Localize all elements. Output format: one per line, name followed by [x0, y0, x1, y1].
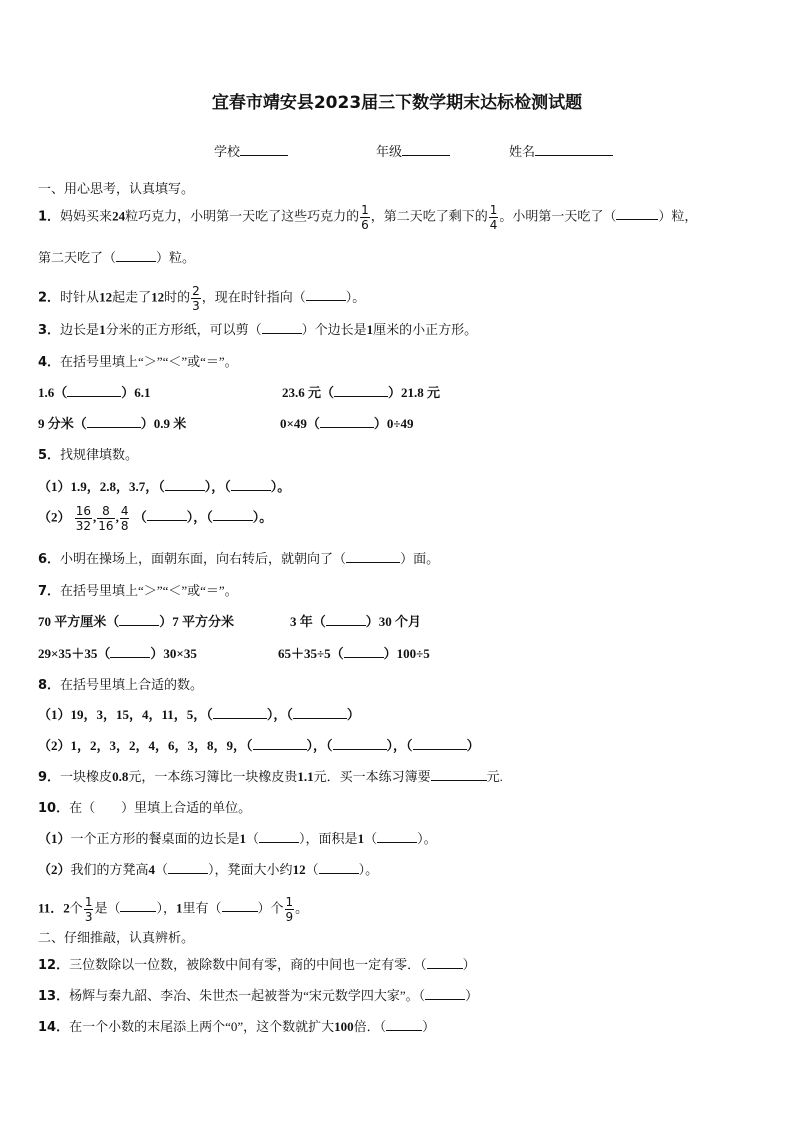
question-number: 10． [38, 801, 70, 816]
q6-text: ）面。 [400, 551, 440, 566]
section-1-heading: 一、用心思考，认真填写。 [38, 181, 195, 196]
q9-text: 元，一本练习簿比一块橡皮贵 [128, 769, 298, 784]
q12-text: ） [462, 957, 476, 972]
answer-blank[interactable] [262, 322, 302, 334]
question-2 [38, 284, 365, 313]
question-6 [38, 550, 439, 569]
q9-number: 1.1 [297, 769, 314, 784]
q9-number: 0.8 [112, 769, 129, 784]
q6-text: 小明在操场上，面朝东面，向右转后，就朝向了（ [60, 551, 347, 566]
answer-blank[interactable] [120, 900, 156, 912]
q10-sub2: （2）我们的方凳高4（ ），凳面大小约12（ ）。 [38, 862, 379, 877]
q4-row2-right: 0×49（ ）0÷49 [280, 416, 414, 431]
grade-field[interactable] [376, 141, 450, 160]
answer-blank[interactable] [213, 509, 253, 521]
q9-text: 元. [486, 769, 503, 784]
answer-blank[interactable] [253, 738, 307, 750]
question-8 [38, 676, 203, 695]
answer-blank[interactable] [147, 509, 187, 521]
question-number: 7． [38, 584, 61, 599]
q8-sub2: （2）1，2，3，2，4，6，3，8，9，（ ），（ ），（ ） [38, 738, 480, 753]
q1-text: ）粒， [658, 208, 698, 224]
answer-blank[interactable] [222, 900, 258, 912]
q5-text: 找规律填数。 [60, 447, 139, 462]
answer-blank[interactable] [116, 250, 156, 262]
q2-text: 时针从 [60, 289, 100, 305]
q7-row1-left: 70 平方厘米（ ）7 平方分米 [38, 614, 235, 629]
q12-text: 三位数除以一位数，被除数中间有零，商的中间也一定有零．（ [69, 957, 427, 972]
q2-number: 12 [151, 289, 165, 305]
q5-sub1: （1）1.9，2.8，3.7，（ ），（ ）。 [38, 479, 291, 494]
question-number: 9． [38, 770, 61, 785]
q2-text: 起走了 [112, 289, 152, 305]
question-5 [38, 446, 138, 465]
q1-text: 第二天吃了（ [38, 250, 117, 265]
question-number: 2． [38, 290, 61, 306]
school-blank[interactable] [240, 143, 288, 156]
q1-text: 妈妈买来 [60, 208, 113, 224]
answer-blank[interactable] [110, 646, 150, 658]
q1-text: 。小明第一天吃了（ [499, 208, 617, 224]
question-4 [38, 353, 238, 372]
q10-sub1: （1）一个正方形的餐桌面的边长是1（ ），面积是1（ ）。 [38, 831, 437, 846]
answer-blank[interactable] [334, 385, 388, 397]
question-13 [38, 987, 478, 1006]
q9-text: 元．买一本练习簿要 [313, 769, 431, 784]
school-field[interactable] [214, 141, 288, 160]
question-number: 5． [38, 448, 61, 463]
answer-blank[interactable] [213, 707, 267, 719]
school-label: 学校 [214, 144, 241, 159]
q3-number: 1 [99, 322, 106, 337]
q8-text: 在括号里填上合适的数。 [60, 677, 204, 692]
question-9 [38, 768, 503, 787]
q7-row1-right: 3 年（ ）30 个月 [290, 614, 422, 629]
q13-text: ） [465, 988, 479, 1003]
q4-row2-left: 9 分米（ ）0.9 米 [38, 416, 187, 431]
answer-blank[interactable] [427, 957, 463, 969]
q2-number: 12 [99, 289, 113, 305]
answer-blank[interactable] [306, 289, 346, 301]
fraction-2-3: $\frac{2}{3}$ [192, 284, 200, 313]
name-label: 姓名 [509, 144, 536, 159]
q3-text: 厘米的小正方形。 [373, 322, 478, 337]
fraction-4-8: $\frac{4}{8}$ [120, 504, 129, 533]
question-1 [38, 203, 697, 232]
question-7 [38, 582, 238, 601]
question-number: 4． [38, 355, 61, 370]
fraction-8-16: $\frac{8}{16}$ [98, 504, 114, 533]
answer-blank[interactable] [67, 385, 121, 397]
q7-row2-right: 65＋35÷5（ ）100÷5 [278, 646, 430, 661]
question-number: 14． [38, 1020, 70, 1035]
question-10 [38, 799, 251, 818]
question-number: 3． [38, 323, 61, 338]
answer-blank[interactable] [319, 862, 359, 874]
q4-row1-left: 1.6（ ）6.1 [38, 385, 151, 400]
question-number: 6． [38, 552, 61, 567]
answer-blank[interactable] [333, 738, 387, 750]
fraction-1-6: $\frac{1}{6}$ [361, 203, 369, 232]
q14-text: 倍．（ [353, 1019, 387, 1034]
q1-text: ）粒。 [156, 250, 196, 265]
answer-blank[interactable] [168, 862, 208, 874]
q9-text: 一块橡皮 [60, 769, 113, 784]
answer-blank[interactable] [87, 416, 141, 428]
name-blank[interactable] [535, 143, 613, 156]
question-number: 1． [38, 209, 61, 225]
answer-blank[interactable] [377, 831, 417, 843]
fraction-1-9: $\frac{1}{9}$ [285, 895, 294, 924]
question-11: 11．2个 $\frac{1}{3}$ 是（ ），1里有（ ）个 $\frac{1}{9}$ 。 [38, 895, 309, 924]
page-title: 宜春市靖安县2023届三下数学期末达标检测试题 [211, 93, 583, 113]
answer-blank[interactable] [346, 551, 400, 563]
question-14 [38, 1018, 435, 1037]
q3-number: 1 [366, 322, 374, 337]
q3-text: 边长是 [60, 322, 100, 337]
answer-blank[interactable] [326, 614, 366, 626]
question-3 [38, 321, 477, 340]
q3-text: ）个边长是 [301, 322, 367, 337]
grade-label: 年级 [376, 144, 403, 159]
question-number: 13． [38, 989, 70, 1004]
fraction-1-4: $\frac{1}{4}$ [489, 203, 498, 232]
question-1-line2 [38, 249, 195, 267]
q5-sub2: （2） $\frac{16}{32}$ , $\frac{8}{16}$ , $\frac{4}{8}$ （ ），（ ）。 [38, 504, 273, 533]
answer-blank[interactable] [386, 1019, 422, 1031]
q2-text: 时的 [164, 289, 191, 305]
q14-number: 100 [334, 1019, 354, 1034]
q3-text: 分米的正方形纸，可以剪（ [105, 322, 262, 337]
q10-text: 在（ ）里填上合适的单位。 [69, 800, 252, 815]
answer-blank[interactable] [616, 208, 658, 220]
q7-text: 在括号里填上“＞”“＜”或“＝”。 [60, 583, 238, 598]
answer-blank[interactable] [431, 769, 487, 781]
fraction-16-32: $\frac{16}{32}$ [75, 504, 92, 533]
answer-blank[interactable] [165, 479, 205, 491]
q14-text: ） [422, 1019, 436, 1034]
question-number: 12． [38, 958, 70, 973]
question-number: 8． [38, 678, 61, 693]
fraction-1-3: $\frac{1}{3}$ [84, 895, 93, 924]
q14-text: 在一个小数的末尾添上两个“0”，这个数就扩大 [69, 1019, 335, 1034]
answer-blank[interactable] [425, 988, 465, 1000]
q4-row1-right: 23.6 元（ ）21.8 元 [282, 385, 441, 400]
q8-sub1: （1）19，3，15，4，11，5，（ ），（ ） [38, 707, 360, 722]
q13-text: 杨辉与秦九韶、李冶、朱世杰一起被誉为“宋元数学四大家”。（ [69, 988, 426, 1003]
answer-blank[interactable] [293, 707, 347, 719]
q7-row2-left: 29×35＋35（ ）30×35 [38, 646, 197, 661]
section-2-heading: 二、仔细推敲，认真辨析。 [38, 930, 195, 945]
q4-text: 在括号里填上“＞”“＜”或“＝”。 [60, 354, 238, 369]
question-12 [38, 956, 476, 975]
answer-blank[interactable] [259, 831, 299, 843]
answer-blank[interactable] [231, 479, 271, 491]
grade-blank[interactable] [402, 143, 450, 156]
q1-text: ，第二天吃了剩下的 [370, 208, 488, 224]
answer-blank[interactable] [119, 614, 159, 626]
q2-text: ，现在时针指向（ [201, 289, 306, 305]
answer-blank[interactable] [320, 416, 374, 428]
answer-blank[interactable] [413, 738, 467, 750]
name-field[interactable] [509, 141, 613, 160]
q1-text: 粒巧克力，小明第一天吃了这些巧克力的 [125, 208, 360, 224]
q2-text: ）。 [345, 289, 366, 305]
q1-number: 24 [112, 208, 126, 224]
question-number: 11． [38, 900, 64, 916]
answer-blank[interactable] [344, 646, 384, 658]
